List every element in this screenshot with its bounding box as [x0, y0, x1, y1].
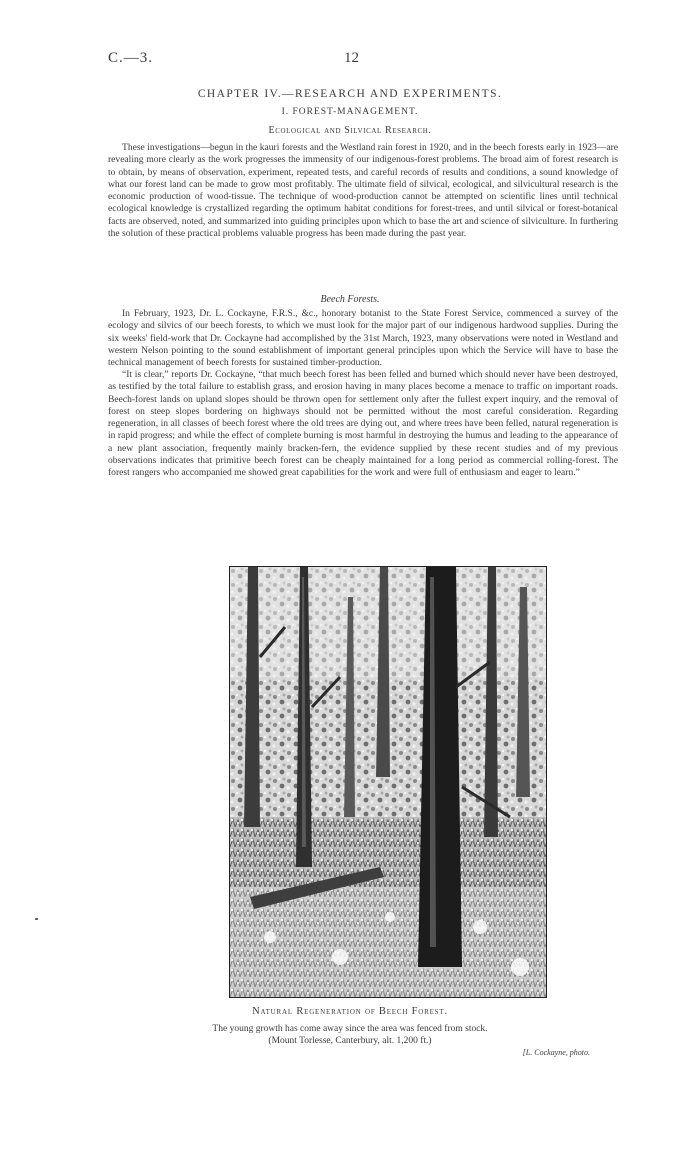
paragraph-cockayne-report: “It is clear,” reports Dr. Cockayne, “that much beech forest has been felled and burned which should never have been destroyed, as testified by the total failure to establish grass, and erosion having in many places become a menace to traffic on important roads. Beech-forest lands on upland slopes should be thrown open for settlement only after the fullest expert inquiry, and the removal of forest on steep slopes bordering on highways should not be permitted without the most careful consideration. Regarding regeneration, in all classes of beech forest where the old trees are dying out, and where trees have been felled, natural regeneration is in rapid progress; and while the effect of complete burning is most harmful in destroying the humus and leading to the appearance of a new plant association, frequently mainly bracken-fern, the evidence supplied by these recent studies and of my previous observations indicates that primitive beech forest can be cheaply maintained for a long period as commercial rolling-forest. The forest rangers who accompanied me showed great capabilities for the work and were full of enthusiasm and eager to learn.” — [108, 369, 618, 478]
photo-credit: [L. Cockayne, photo. — [522, 1048, 590, 1057]
figure-location: (Mount Torlesse, Canterbury, alt. 1,200 ft.) — [268, 1036, 432, 1046]
paragraph-research-intro: These investigations—begun in the kauri forests and the Westland rain forest in 1920, and in the beech forests early in 1923—are revealing more clearly as the work progresses the immensity of our indigenous-forest problems. The broad aim of forest research is to obtain, by means of observation, experiment, repeated tests, and careful records of results and conditions, a sound knowledge of what our forest land can be made to grow most profitably. The ultimate field of silvical, ecological, and silvicultural research is the economic production of wood-tissue. The technique of wood-production cannot be attempted on scientific lines until technical ecological knowledge is crystallized regarding the optimum habitat conditions for forest-trees, and until silvical or forest-botanical facts are observed, noted, and summarized into guiding principles upon which to base the art and science of silviculture. In furthering the solution of these practical problems valuable progress has been made during the past year. — [108, 142, 618, 239]
paragraph-beech-survey: In February, 1923, Dr. L. Cockayne, F.R.S., &c., honorary botanist to the State Forest Service, commenced a survey of the ecology and silvics of our beech forests, to which we must look for the major part of our indigenous hardwood supplies. During the six weeks' field-work that Dr. Cockayne had accomplished by the 31st March, 1923, many observations were noted in Westland and western Nelson pointing to the sound establishment of important general principles upon which the Service will have to base the technical management of beech forests for sustained timber-production. — [108, 308, 618, 368]
margin-mark — [35, 918, 38, 920]
section-title: I. FOREST-MANAGEMENT. — [281, 107, 419, 117]
beech-forests-heading: Beech Forests. — [320, 294, 380, 305]
subsection-title: Ecological and Silvical Research. — [268, 125, 432, 136]
figure-caption: The young growth has come away since the area was fenced from stock. — [212, 1024, 488, 1034]
chapter-title: CHAPTER IV.—RESEARCH AND EXPERIMENTS. — [197, 88, 503, 100]
figure-title: Natural Regeneration of Beech Forest. — [252, 1006, 448, 1017]
document-reference: C.—3. — [108, 50, 154, 66]
forest-photo-illustration — [230, 567, 546, 997]
forest-photograph — [229, 566, 547, 998]
page-number: 12 — [344, 50, 359, 66]
